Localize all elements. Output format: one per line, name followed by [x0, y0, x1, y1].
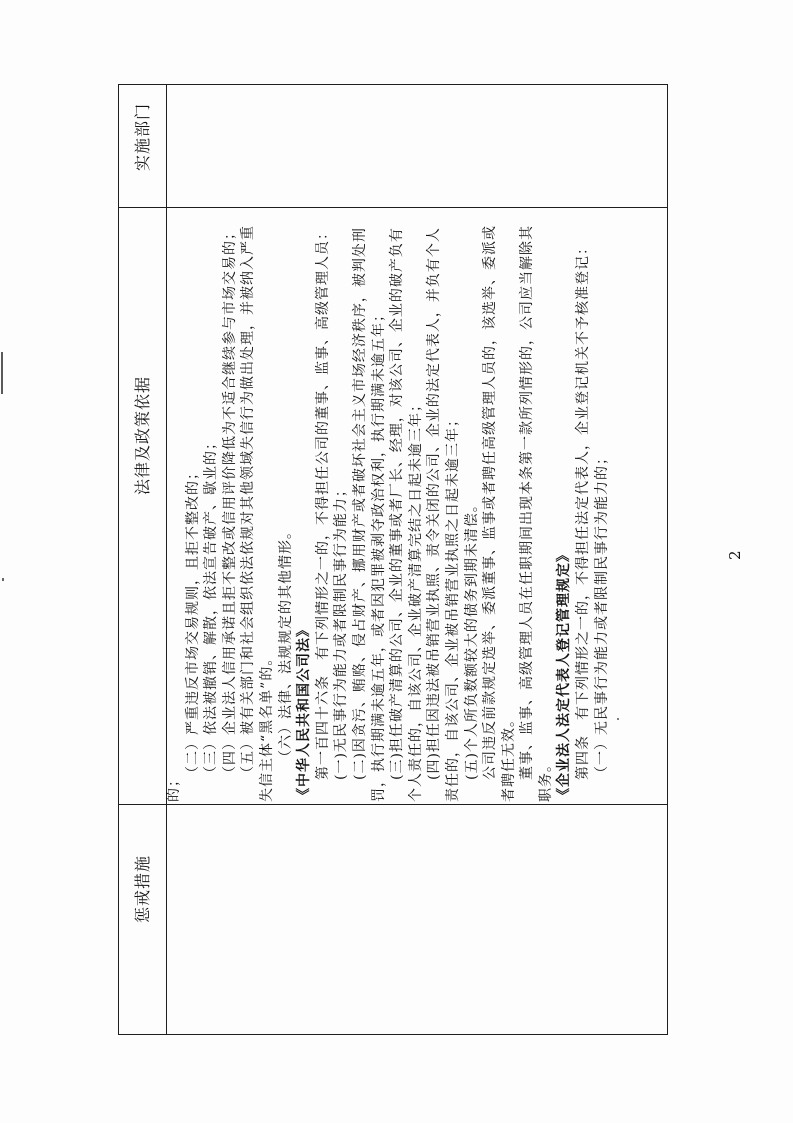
legal-basis-line: (四)担任因违法被吊销营业执照、责令关闭的公司、企业的法定代表人，并负有个人 — [426, 227, 443, 780]
implementing-department-cell — [167, 85, 667, 207]
legal-basis-line: 董事、监事、高级管理人员在任职期间出现本条第一款所列情形的，公司应当解除其 — [519, 225, 536, 780]
page-number: 2 — [726, 550, 744, 560]
legal-basis-line: 失信主体“黑名单”的。 — [258, 650, 275, 802]
legal-basis-line: 罚，执行期满未逾五年，或者因犯罪被剥夺政治权利，执行期满未逾五年； — [370, 307, 387, 802]
legal-basis-line: (三)担任破产清算的公司、企业的董事或者厂长、经理，对该公司、企业的破产负有 — [389, 227, 406, 780]
legal-basis-line: (二)因贪污、贿赂、侵占财产、挪用财产或者破坏社会主义市场经济秩序，被判处刑 — [351, 227, 368, 780]
legal-basis-line: 的； — [166, 772, 182, 802]
legal-basis-line: 者聘任无效。 — [500, 712, 517, 802]
legal-basis-cell — [165, 210, 611, 802]
legal-basis-line: （三）依法被撤销、解散，依法宣告破产、歇业的； — [203, 435, 220, 780]
header-penalty-measures: 惩戒措施 — [133, 854, 152, 923]
legal-basis-line: 第四条 有下列情形之一的，不得担任法定代表人，企业登记机关不予核准登记： — [575, 240, 592, 780]
law-title-line: 《企业法人法定代表人登记管理规定》 — [556, 547, 573, 802]
policy-table — [118, 84, 668, 1035]
legal-basis-line: （五）被有关部门和社会组织依法依规对其他领域失信行为做出处理，并被纳入严重 — [240, 225, 257, 780]
legal-basis-line: 第一百四十六条 有下列情形之一的，不得担任公司的董事、监事、高级管理人员： — [314, 225, 331, 780]
legal-basis-line: （四）企业法人信用承诺且拒不整改或信用评价降低为不适合继续参与市场交易的； — [221, 225, 238, 780]
column-divider-basis-department — [119, 207, 667, 208]
law-title-line: 《中华人民共和国公司法》 — [296, 622, 313, 802]
legal-basis-line: (五)个人所负数额较大的债务到期未清偿。 — [463, 497, 480, 780]
penalty-measures-cell — [167, 805, 667, 1034]
legal-basis-line: （一）无民事行为能力或者限制民事行为能力的； — [593, 450, 610, 780]
legal-basis-line: （六）法律、法规规定的其他情形。 — [277, 524, 294, 764]
legal-basis-line: （二）严重违反市场交易规则，且拒不整改的； — [184, 465, 201, 780]
legal-basis-line: 职务。 — [537, 757, 554, 802]
legal-basis-line: 责任的，自该公司、企业被吊销营业执照之日起未逾三年； — [444, 412, 461, 802]
legal-basis-line: 公司违反前款规定选举、委派董事、监事或者聘任高级管理人员的，该选举、委派或 — [482, 225, 499, 780]
legal-basis-line: 个人责任的，自该公司、企业破产清算完结之日起未逾三年； — [407, 397, 424, 802]
header-legal-basis: 法律及政策依据 — [133, 375, 152, 495]
header-implementing-department: 实施部门 — [133, 102, 152, 171]
legal-basis-line: (一)无民事行为能力或者限制民事行为能力； — [333, 482, 350, 780]
